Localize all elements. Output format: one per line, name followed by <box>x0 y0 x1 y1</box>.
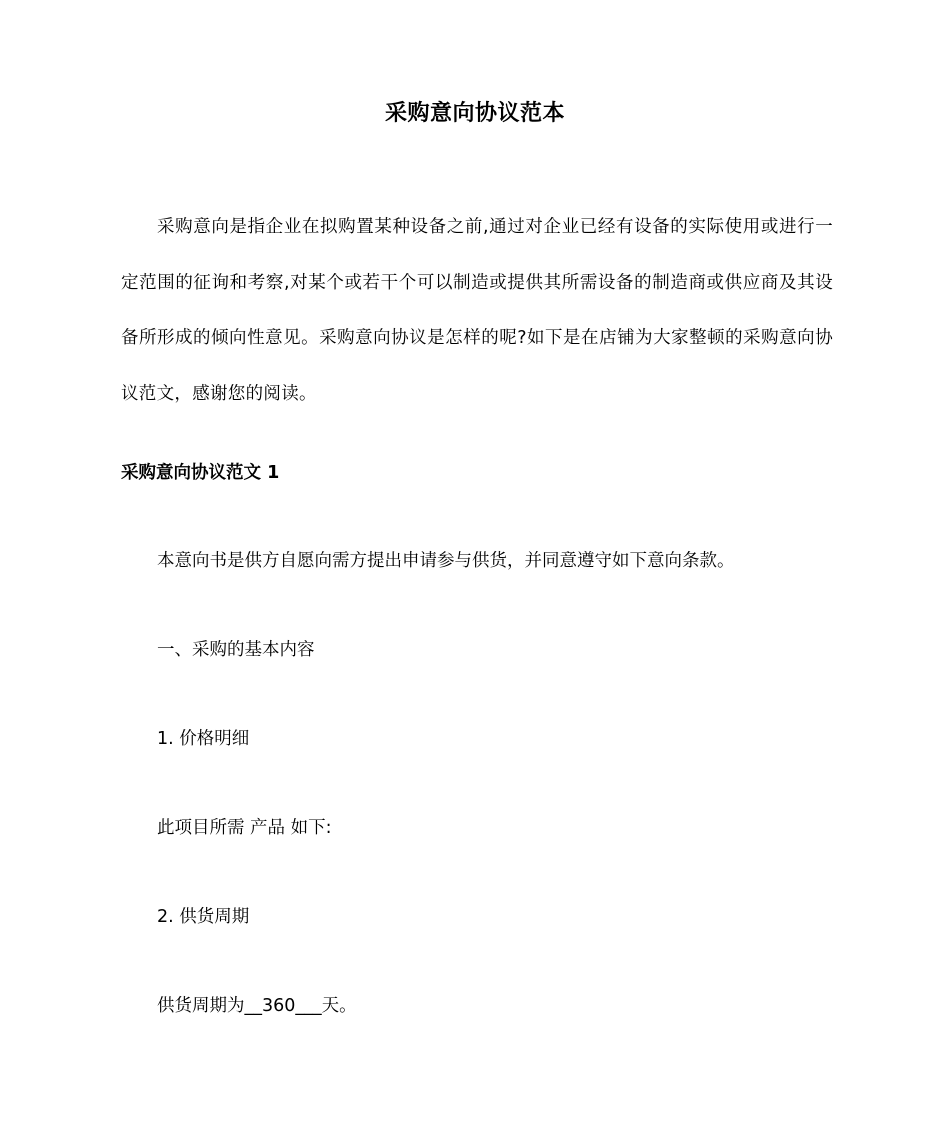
paragraph-supply-cycle-days: 供货周期为__360___天。 <box>157 996 357 1016</box>
paragraph-intent-statement: 本意向书是供方自愿向需方提出申请参与供货，并同意遵守如下意向条款。 <box>157 551 735 571</box>
intro-paragraph: 采购意向是指企业在拟购置某种设备之前,通过对企业已经有设备的实际使用或进行一定范围的征询和考察,对某个或若干个可以制造或提供其所需设备的制造商或供应商及其设备所形成的倾向性意见。采购意向协议是怎样的呢?如下是在店铺为大家整顿的采购意向协议范文，感谢您的阅读。 <box>121 217 833 404</box>
paragraph-price-detail: 1. 价格明细 <box>157 729 250 749</box>
section-heading: 采购意向协议范文 1 <box>121 463 280 483</box>
paragraph-supply-cycle: 2. 供货周期 <box>157 907 250 927</box>
document-title: 采购意向协议范本 <box>384 101 565 126</box>
paragraph-products-needed: 此项目所需 产品 如下: <box>157 818 332 838</box>
paragraph-section-one: 一、采购的基本内容 <box>157 640 315 660</box>
